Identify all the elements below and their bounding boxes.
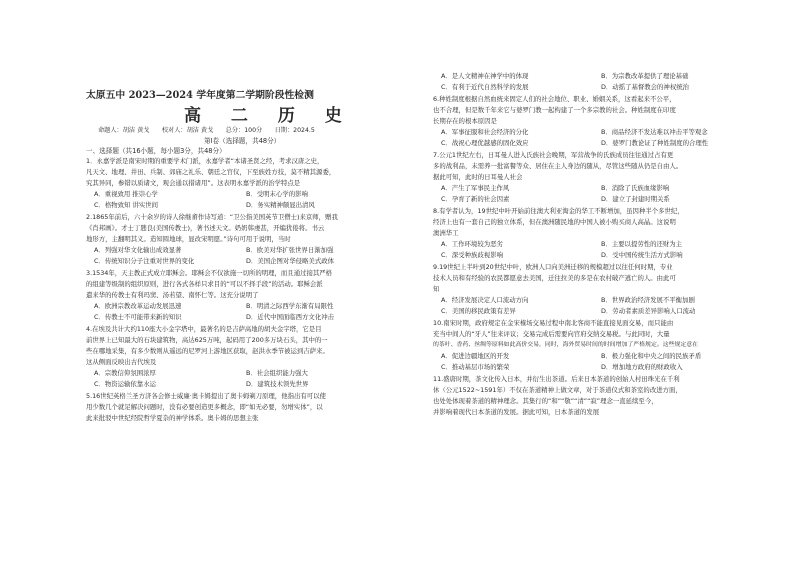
question-text: 4.在埃及共计大约110座大小金字塔中，最著名的是吉萨高地的胡夫金字塔，它是目 (86, 325, 322, 333)
exam-meta: 命题人：胡洁 黄戈 校对人：胡洁 黄戈 总分：100分 日期：2024.5 (98, 127, 315, 134)
option-a[interactable]: A．工作环境较为恶劣 (441, 240, 503, 248)
option-b[interactable]: B．社会组织能力强大 (246, 369, 308, 377)
question-text: 据此可知，此时的日耳曼人社会 (433, 173, 523, 181)
question-text: 澳洲华工 (433, 229, 459, 237)
question-text: 也处处体现着茶道的精神理念。其集行的“和”“敬”“清”“寂”理念一直延续至今， (433, 397, 658, 405)
option-c[interactable]: C．物资运输依靠水运 (94, 380, 156, 388)
option-c[interactable]: C．有利于近代自然科学的发展 (441, 83, 529, 91)
option-d[interactable]: D．受中国传统生活方式影响 (601, 251, 683, 259)
question-text: 前世界上已知最大的石块建筑物，高达625万吨，起码用了200多万块石头，其中的一 (86, 336, 328, 344)
question-text: 此来批驳中世纪经院哲学夏杂的神学体系。奥卡姆的思想主张 (86, 414, 259, 422)
option-a[interactable]: A．经济发展决定人口流动方向 (441, 296, 529, 304)
option-a[interactable]: A．军事征服和社会经济的分化 (441, 128, 529, 136)
option-a[interactable]: A．产生了军事民主作风 (441, 184, 510, 192)
option-b[interactable]: B．极力强化和中央之间的民族矛盾 (601, 352, 702, 360)
question-text: 11.盛唐时期，茶文化传入日本，并衍生出茶道。后来日本茶道的创始人村田珠光在千利 (433, 375, 680, 383)
question-text: 的组建等级制的组织原则，进行各式各样只求目的“可以不择手段”的活动。耶稣会派 (86, 280, 323, 288)
question-text: 地形方，主翻明其义。造知圆地球，显改宋明愿。”诗句可用于说明，当时 (86, 235, 291, 243)
question-text: 10.南宋时期，政府规定在金宋榷场交易过程中南北客商不能直接见面交易，而只能由 (433, 319, 674, 327)
question-text: 9.19世纪上半叶到20世纪中叶，欧洲人口向美洲迁移的规模超过以往任何时期，专业 (433, 263, 673, 271)
question-text: 5.16世纪英格兰圣方济各会修士威廉·奥卡姆提出了奥卡姆剃刀原理，他指出有可以使 (86, 392, 326, 400)
option-a[interactable]: A．促进边疆地区的开发 (441, 352, 510, 360)
option-a[interactable]: A．欧洲宗教改革运动发展迅速 (94, 302, 182, 310)
question-text: 多的战利品，未需养一批富餐等众、居住在主人身边的随从，尽管这些随从仍是自由人。 (433, 162, 683, 170)
question-text: 这从侧面反映出古代埃及 (86, 358, 157, 366)
option-a[interactable]: A．重视致用 推崇心学 (94, 190, 158, 198)
question-text: 也不合理，但是数千年来它与婆罗门教一起构建了一个多宗教的社会。种姓制度在印度 (433, 106, 676, 114)
option-c[interactable]: C．传统知识分子注重对世界的变化 (94, 257, 195, 265)
option-d[interactable]: D．增加地方政府的财政收入 (601, 363, 683, 371)
option-c[interactable]: C．美国的移民政策有差异 (441, 307, 516, 315)
option-c[interactable]: C．战祝心理优越感的固化效应 (441, 139, 529, 147)
option-d[interactable]: D．建筑技术领先世界 (246, 380, 309, 388)
option-b[interactable]: B．世界政治经济发展不平衡加剧 (601, 296, 695, 304)
option-b[interactable]: B．为宗教改革提供了理论基础 (601, 72, 689, 80)
option-d[interactable]: D．婆罗门教论证了种姓制度的合理性 (601, 139, 709, 147)
question-text: 7.公元1世纪左右，日耳曼人进入氏族社会晚期，军营战争的氏族成员往往通过占有更 (433, 151, 674, 159)
question-text: 8.有学者认为，19世纪中叶开始前往澳大利亚淘金的华工不断增加，虽因种半个多世纪， (433, 207, 684, 215)
option-b[interactable]: B．受明末心学的影响 (246, 190, 308, 198)
question-text: 知 (433, 285, 440, 293)
exam-subject: 高 二 历 史 (184, 106, 354, 126)
question-text: 2.1865年前后，六十余岁的诗人徐继畬作诗写道：“卫公指美国英节卫僧士)来京师，赠我 (86, 213, 338, 221)
option-c[interactable]: C．格物致知 讲实世间 (94, 201, 159, 209)
option-d[interactable]: D．美国企图对华侵略美式政体 (246, 257, 334, 265)
question-text: 究其异同，参错以质诸文，观会通以措诸用”。这表明永嘉学派的治学特点是 (86, 179, 301, 187)
option-c[interactable]: C．深受种族歧视影响 (441, 251, 503, 259)
option-b[interactable]: B．明清之际西学东渐有局限性 (246, 302, 334, 310)
option-a[interactable]: A．列强对华文化输出成效显著 (94, 246, 182, 254)
part-heading: 一、选择题（共16小题，每小题3分，共48分） (86, 147, 226, 155)
question-text: 凡天文、地理、井田、兵制、郊庙之礼乐、朝廷之官仪，下至族姓方技，莫不精其源委， (86, 168, 336, 176)
question-text: 6.种姓制度根据自然血统来固定人们的社会地位、职业、婚姻关系，这看起来不公平， (433, 95, 676, 103)
option-d[interactable]: D．建立了封建时期关系 (601, 195, 670, 203)
question-text: 并影响着现代日本茶道的发展。据此可知，日本茶道的发展 (433, 408, 600, 416)
question-text: 用少数几个就足解决问题时，没有必要创造更多概念，即“如无必要，勿增实体”，以 (86, 403, 323, 411)
question-text: 经济上也有一套自己的独立体系，但在澳洲随民地的中国人被小购买商人高晶。这说明 (433, 218, 676, 226)
option-d[interactable]: D．务实精神颇显出清风 (246, 201, 315, 209)
option-b[interactable]: B．欧美对华扩张世界日渐加强 (246, 246, 334, 254)
question-text: 1．永嘉学派是南宋时期的重要学术门派，永嘉学者“本诸圣贤之经，考求汉唐之史， (86, 157, 324, 165)
question-text: 3.1534年，天主教正式成立耶稣会。耶稣会不仅欲施一切所的明理，而且通过接其严格 (86, 269, 333, 277)
exam-title: 太原五中 2023—2024 学年度第二学期阶段性检测 (86, 90, 314, 101)
question-text: 《肖邦画》。才士丁韪良(美国传教士)，著书述天文。奶奶韩虔甚，开编犹倦将。书云 (86, 224, 325, 232)
option-d[interactable]: D．劳动者素质差异影响人口流动 (601, 307, 696, 315)
option-c[interactable]: C．推动基层市场的繁荣 (441, 363, 510, 371)
question-text: 长期存在的根本原因是 (433, 117, 497, 125)
option-b[interactable]: B．消除了氏族血缘影响 (601, 184, 670, 192)
option-c[interactable]: C．孕育了新的社会因素 (441, 195, 510, 203)
question-text: 遣来华的传教士有利玛窦、汤若望、南怀仁等。这充分说明了 (86, 291, 259, 299)
option-a[interactable]: A．宗教信仰氛围浓厚 (94, 369, 156, 377)
question-text: 休（公元1522~1591年）不仅在茶道精神上做文章，对于茶道仪式和茶室的改进方面， (433, 386, 682, 394)
option-d[interactable]: D．近代中国面临西方文化冲击 (246, 313, 334, 321)
question-text: 技术人员和有经验的农民都愿意去美国，迁往拉美的多是在农村破产逃亡的人。由此可 (433, 274, 676, 282)
question-text: 的茶叶、香药、丝绸等原料如此高价交易，同时，海外贸易时间的时间增加了严格规定。这些规定意在 (433, 342, 699, 348)
option-c[interactable]: C．传教士不可能带来新的知识 (94, 313, 182, 321)
question-text: 充当中间人的“牙人”往来评议；交易完成后需要向官府交纳交易税。与此同时，大量 (433, 330, 670, 338)
option-d[interactable]: D．动摇了基督教会的神权统治 (601, 83, 689, 91)
option-b[interactable]: B．商品经济不发达难以冲击平等观念 (601, 128, 708, 136)
question-text: 些在哪地采集，有多少数则从遥远的尼罗河上游地区获取，赵洪水季节被运到吉萨来。 (86, 347, 329, 355)
option-a[interactable]: A．是人文精神在神学中的体现 (441, 72, 529, 80)
section-heading: 第Ⅰ卷（选择题，共48分） (204, 137, 281, 145)
option-b[interactable]: B．主要以提劳性的还财为主 (601, 240, 683, 248)
